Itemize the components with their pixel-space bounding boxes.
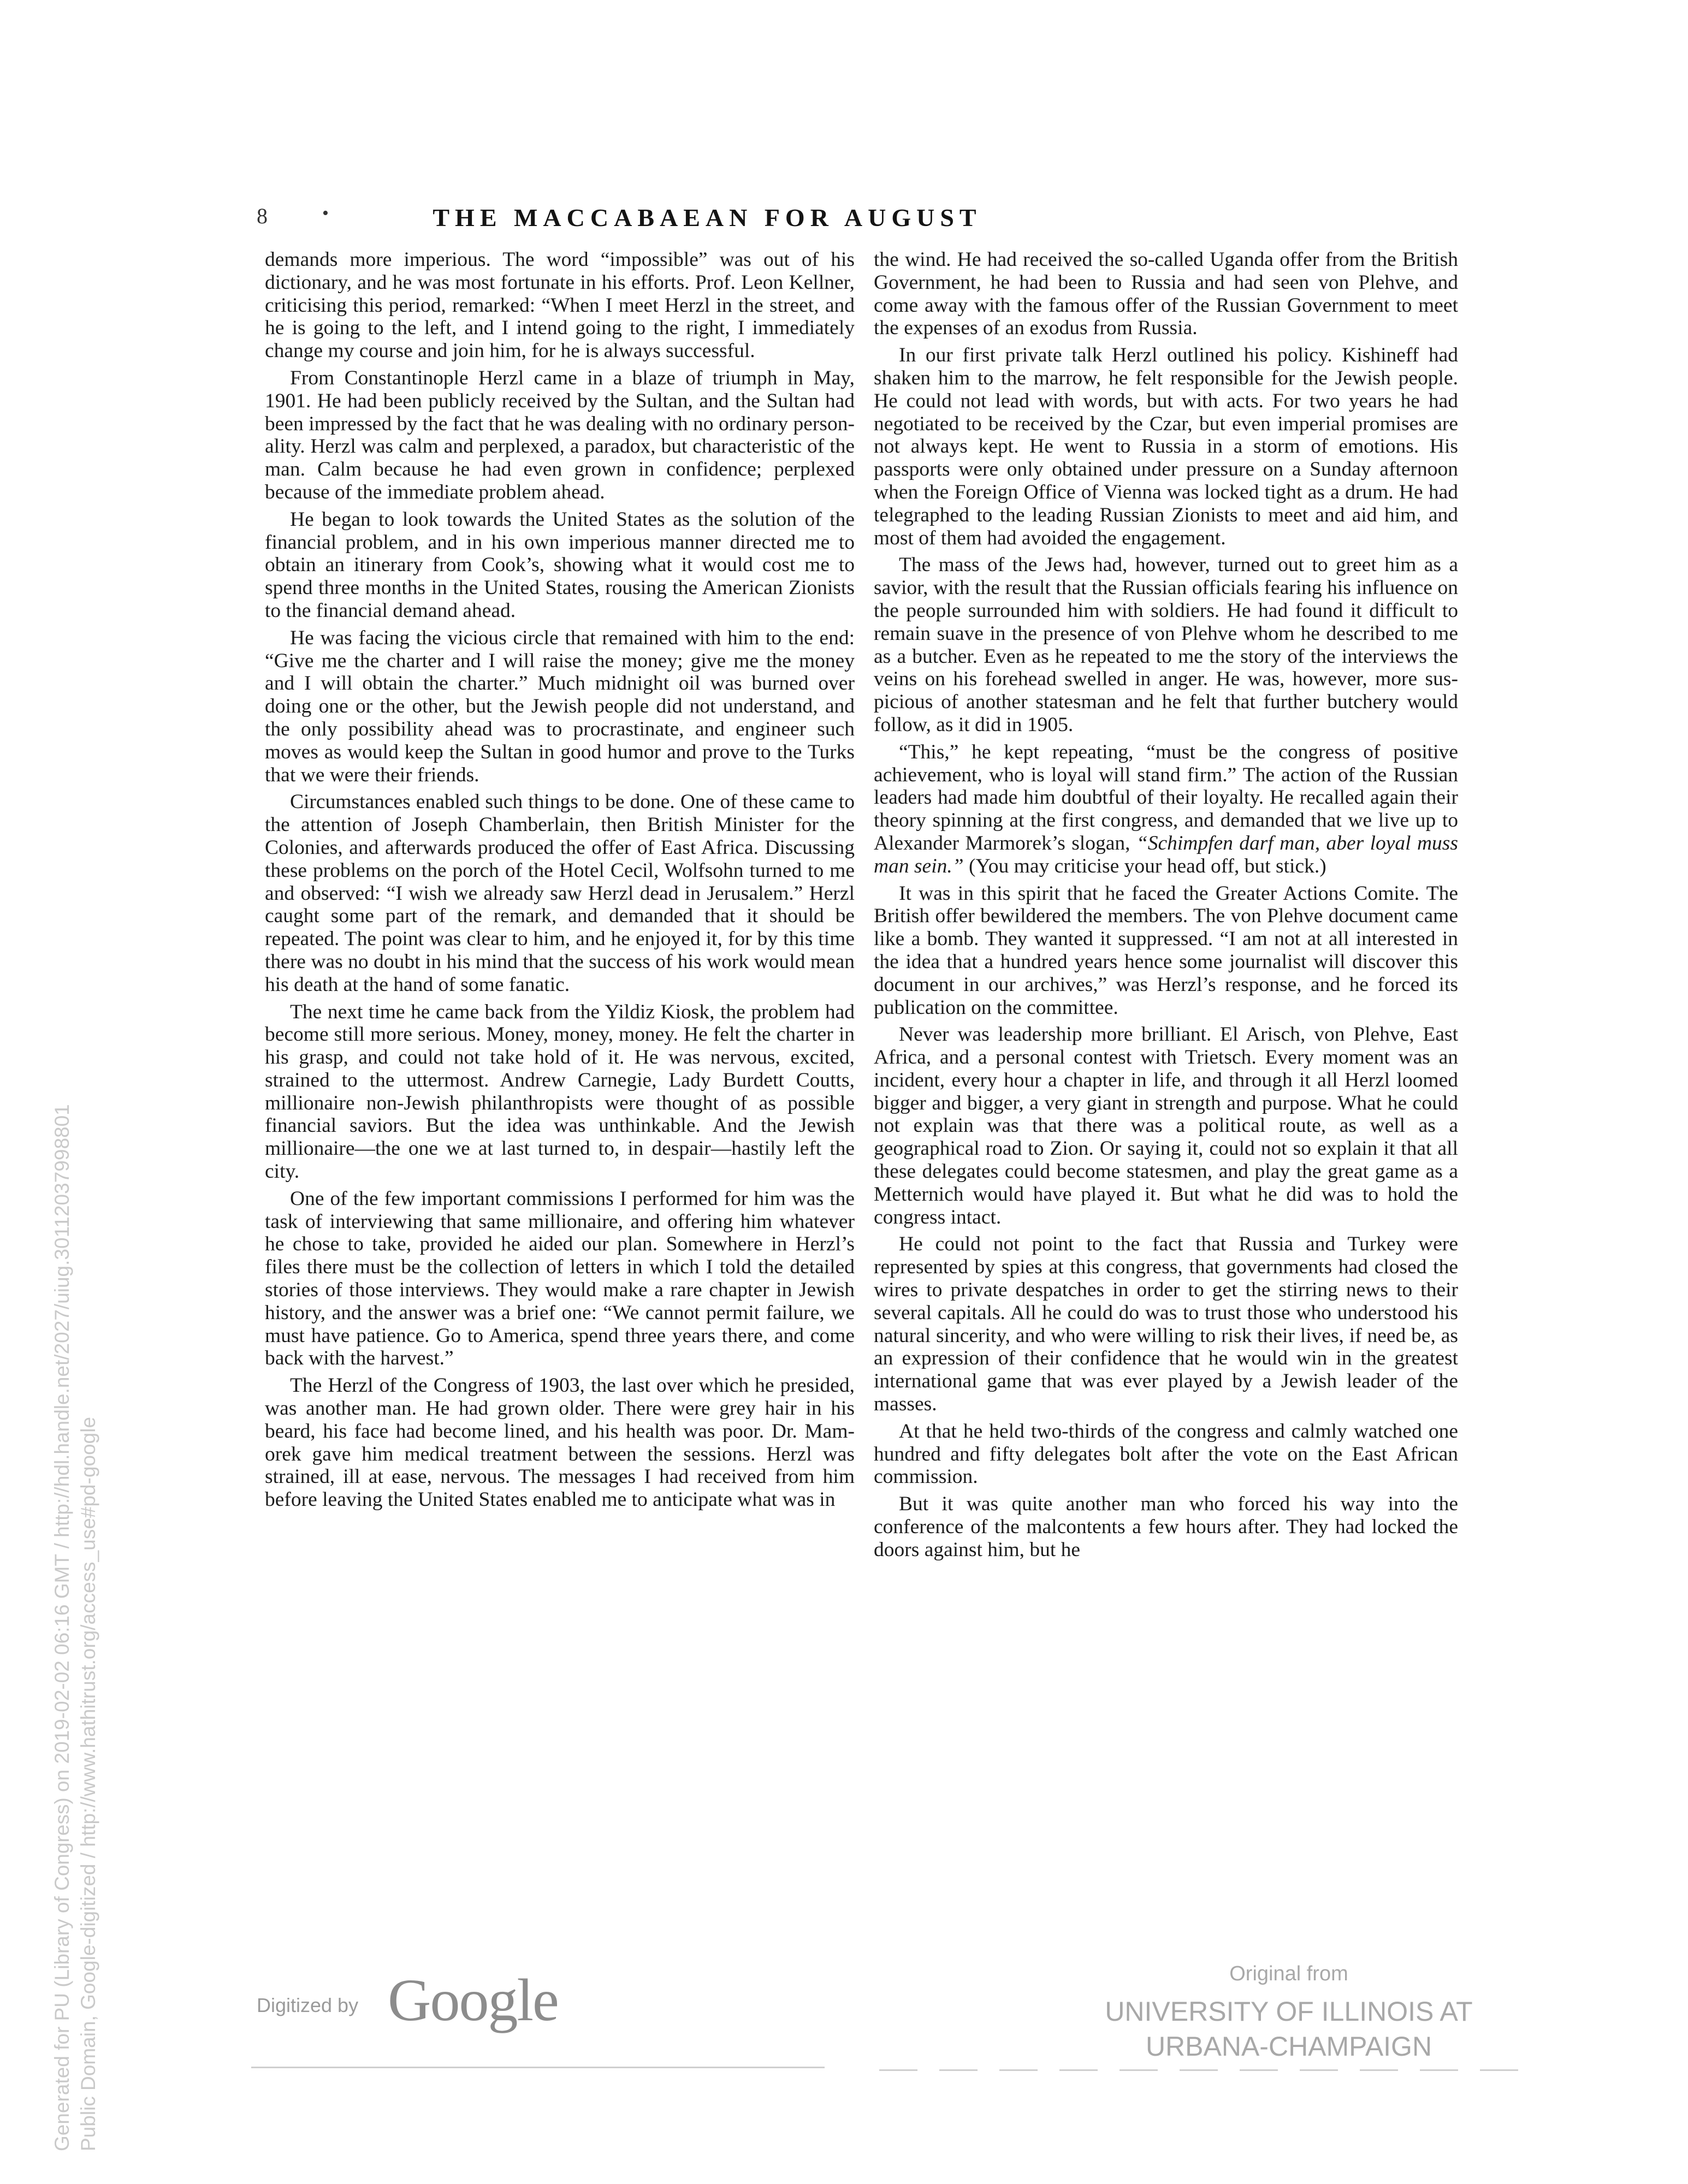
google-logo: Google — [388, 1967, 558, 2033]
paragraph — [874, 1233, 1458, 1415]
paragraph-text: But it was quite another man who forced his way into the conference of the malcontents a few hours after. They had locked the doors against him, but he — [874, 1493, 1458, 1561]
institution-line-1: UNIVERSITY OF ILLINOIS AT — [1105, 1996, 1473, 2027]
paragraph-text: The Herzl of the Congress of 1903, the last over which he presided, was another man. He had grown older. There were grey hair in his beard, his face had become lined, and his health was poor. Dr. Mamorek gave him medical treatment between the sessions. Herzl was strained, ill at ease, nervous. The messages I had received from him before leaving the United States enabled me to anticipate what was in — [265, 1374, 855, 1511]
paragraph — [874, 554, 1458, 736]
paragraph-text: In our first private talk Herzl outlined his policy. Kishineff had shaken him to the marrow, he felt responsible for the Jewish people. He could not lead with words, but with acts. For two years he had negotiated to be received by the Czar, but even imperial promises are not always kept. He went to Russia in a storm of emotions. His passports were only obtained under pressure on a Sunday afternoon when the Foreign Office of Vienna was locked tight as a drum. He had telegraphed to the leading Russian Zionists to meet and aid him, and most of them had avoided the engagement. — [874, 344, 1458, 549]
paragraph — [265, 367, 855, 504]
paragraph-text: “This,” he kept repeating, “must be the congress of positive achievement, who is loyal will stand firm.” The action of the Russian leaders had made him doubtful of their loyalty. He recalled again their theory spinning at the first congress, and demanded that we live up to Alexander Marmorek’s slogan, — [874, 740, 1458, 854]
paragraph-text: Never was leadership more brilliant. El Arisch, von Plehve, East Africa, and a personal contest with Trietsch. Every moment was an incident, every hour a chapter in life, and through it all Herzl loomed bigger and bigger, a very giant in strength and purpose. What he could not explain was that there was a political route, as well as a geographical road to Zion. Or saying it, could not so explain it that all these delegates could become statesmen, and play the great game as a Metternich would have played it. But what he did was to hold the congress intact. — [874, 1023, 1458, 1228]
paragraph — [874, 248, 1458, 340]
original-source — [1038, 1960, 1540, 2075]
page-mark: • — [322, 203, 329, 223]
hathitrust-watermark — [33, 830, 109, 2151]
paragraph-text: From Constantinople Herzl came in a blaze of triumph in May, 1901. He had been publicly received by the Sultan, and the Sultan had been impressed by the fact that he was dealing with no ordinary personality. Herzl was calm and perplexed, a paradox, but characteristic of the man. Calm because he had even grown in confidence; perplexed because of the immediate problem ahead. — [265, 366, 855, 503]
google-attribution — [257, 1966, 584, 2033]
running-title: THE MACCABAEAN FOR AUGUST — [433, 204, 982, 232]
paragraph-text: The mass of the Jews had, however, turned out to greet him as a savior, with the result that the Russian officials fearing his influence on the people surrounded him with soldiers. He had found it difficult to remain suave in the presence of von Plehve whom he described to me as a butcher. Even as he repeated to me the story of the interviews the veins on his forehead swelled in anger. He was, however, more suspicious of another statesman and he felt that further butchery would follow, as it did in 1905. — [874, 554, 1458, 736]
watermark-line-1: Generated for PU (Library of Congress) on 2019-02-02 06:16 GMT / http://hdl.handle.net/2027/uiug.30112037998801 — [51, 1104, 73, 2151]
paragraph-text-continued: (You may criticise your head off, but stick.) — [963, 854, 1326, 877]
original-from-label: Original from — [1229, 1962, 1348, 1985]
paragraph-text: the wind. He had received the so-called Uganda offer from the British Government, he had been to Russia and had seen von Plehve, and come away with the famous offer of the Russian Government to meet the expenses of an exodus from Russia. — [874, 248, 1458, 340]
paragraph-text: demands more imperious. The word “impossible” was out of his dictionary, and he was most fortunate in his efforts. Prof. Leon Kellner, criticising this period, remarked: “When I meet Herzl in the street, and he is going to the left, and I intend going to the right, I immediately change my course and join him, for he is always successful. — [265, 248, 855, 363]
paragraph — [874, 344, 1458, 549]
paragraph-text: He was facing the vicious circle that remained with him to the end: “Give me the charter and I will raise the money; give me the money and I will obtain the charter.” Much midnight oil was burned over doing one or the other, but the Jewish people did not understand, and the only possibility ahead was to procrastinate, and engineer such moves as would keep the Sultan in good humor and prove to the Turks that we were their friends. — [265, 626, 855, 786]
paragraph — [265, 1188, 855, 1370]
paragraph — [265, 791, 855, 996]
paragraph — [874, 882, 1458, 1019]
paragraph — [265, 1374, 855, 1511]
footer-rule-left — [251, 2067, 825, 2068]
digitized-by-label: Digitized by — [257, 1994, 359, 2016]
paragraph-text: It was in this spirit that he faced the Greater Actions Comite. The British offer bewildered the members. The von Plehve document came like a bomb. They wanted it suppressed. “I am not at all interested in the idea that a hundred years hence some journalist will discover this document in our archives,” was Herzl’s response, and he forced its publication on the committee. — [874, 882, 1458, 1019]
footer-rule-right — [879, 2069, 1524, 2071]
paragraph — [265, 508, 855, 622]
paragraph — [874, 741, 1458, 878]
italic-quote: “Schimpfen darf man, aber loyal muss man sein.” — [874, 832, 1458, 877]
running-header — [257, 203, 1158, 236]
paragraph — [874, 1420, 1458, 1488]
left-column — [265, 248, 855, 1511]
paragraph — [265, 1001, 855, 1183]
paragraph-text: He began to look towards the United States as the solution of the financial problem, and in his own imperious manner directed me to obtain an itinerary from Cook’s, showing what it would cost me to spend three months in the United States, rousing the American Zionists to the financial demand ahead. — [265, 508, 855, 622]
paragraph — [874, 1023, 1458, 1228]
paragraph — [265, 627, 855, 787]
paragraph-text: He could not point to the fact that Russia and Turkey were represented by spies at this congress, that governments had closed the wires to private despatches in order to get the stirring news to their several capitals. All he could do was to trust those who understood his natural sincerity, and who were willing to risk their lives, if need be, as an expression of their confidence that he would win in the greatest international game that was ever played by a Jewish leader of the masses. — [874, 1233, 1458, 1416]
paragraph-text: One of the few important commissions I performed for him was the task of interviewing that same millionaire, and offering him whatever he chose to take, provided he aided our plan. Somewhere in Herzl’s files there must be the collection of letters in which I told the detailed stories of those interviews. They would make a rare chapter in Jewish history, and the answer was a brief one: “We cannot permit failure, we must have patience. Go to America, spend three years there, and come back with the harvest.” — [265, 1187, 855, 1370]
paragraph-text: At that he held two-thirds of the congress and calmly watched one hundred and fifty delegates bolt after the vote on the East African commission. — [874, 1420, 1458, 1488]
watermark-line-2: Public Domain, Google-digitized / http://www.hathitrust.org/access_use#pd-google — [77, 1416, 99, 2151]
paragraph — [265, 248, 855, 363]
institution-line-2: URBANA-CHAMPAIGN — [1145, 2031, 1432, 2062]
watermark-text — [49, 830, 102, 2151]
paragraph-text: The next time he came back from the Yildiz Kiosk, the problem had become still more serious. Money, money, money. He felt the charter in his grasp, and could not take hold of it. He was nervous, excited, strained to the uttermost. Andrew Carnegie, Lady Burdett Coutts, millionaire non-Jewish philanthropists were thought of as possible financial saviors. But the idea was unthinkable. And the Jewish millionaire—the one we at last turned to, in despair—hastily left the city. — [265, 1000, 855, 1183]
paragraph — [874, 1493, 1458, 1561]
right-column — [874, 248, 1458, 1562]
page-number: 8 — [257, 204, 268, 228]
paragraph-text: Circumstances enabled such things to be done. One of these came to the attention of Joseph Chamberlain, then British Minister for the Colonies, and afterwards produced the offer of East Africa. Discussing these problems on the porch of the Hotel Cecil, Wolfsohn turned to me and observed: “I wish we already saw Herzl dead in Jerusalem.” Herzl caught some part of the remark, and demanded that it should be repeated. The point was clear to him, and he enjoyed it, for by this time there was no doubt in his mind that the success of his work would mean his death at the hand of some fanatic. — [265, 791, 855, 996]
